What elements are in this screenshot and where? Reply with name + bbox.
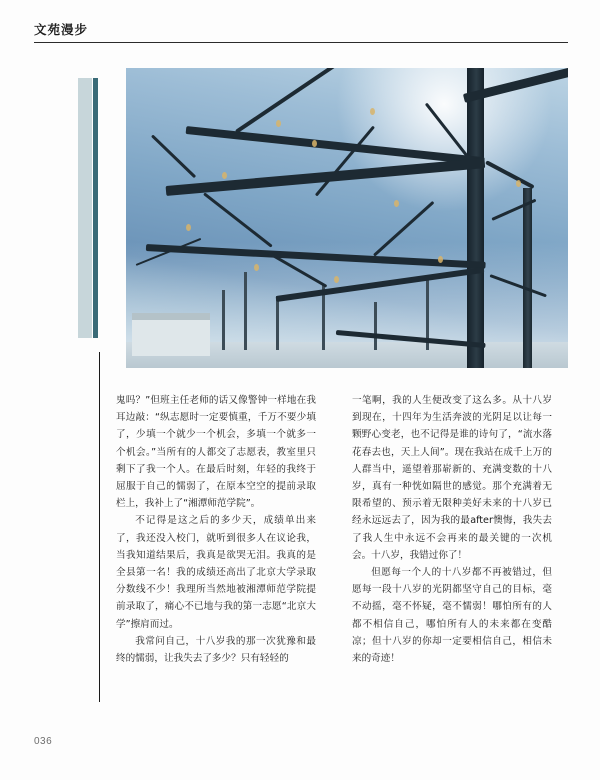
- decorative-bar-dark: [93, 78, 98, 338]
- photo-thin-tree: [222, 290, 225, 350]
- photo-thin-tree: [244, 272, 247, 350]
- photo-leaf: [186, 224, 191, 231]
- photo-leaf: [312, 140, 317, 147]
- photo-leaf: [516, 180, 521, 187]
- article-photo: [126, 68, 568, 368]
- decorative-bar-light: [78, 78, 92, 338]
- page-header: [0, 0, 600, 46]
- paragraph: 鬼吗？”但班主任老师的话又像警钟一样地在我耳边敲：“纵志愿时一定要慎重，千万不要少填了，少填一个就少一个机会，多填一个就多一个机会。”当所有的人都交了志愿表，教室里只剩下了我一个人。在最后时刻，年轻的我终于屈服于自己的懦弱了，在原本空空的提前录取栏上，我补上了“湘潭师范学院”。: [116, 395, 316, 510]
- header-divider: [34, 42, 568, 43]
- paragraph: 但愿每一个人的十八岁都不再被错过，但愿每一段十八岁的光阴都坚守自己的目标，毫不动摇，毫不怀疑，毫不懦弱！哪怕所有的人都不相信自己，哪怕所有人的未来都在变酷凉；但十八岁的你却一定要相信自己，相信未来的奇迹！: [352, 567, 552, 665]
- photo-tree-trunk-secondary: [523, 188, 532, 368]
- photo-thin-tree: [276, 296, 279, 350]
- section-title: 文苑漫步: [34, 22, 89, 37]
- photo-leaf: [334, 276, 339, 283]
- photo-house: [132, 313, 210, 356]
- photo-tree-trunk: [467, 68, 484, 368]
- decorative-vertical-rule: [99, 352, 100, 702]
- photo-leaf: [254, 264, 259, 271]
- photo-thin-tree: [374, 302, 377, 350]
- body-text-column-right: [352, 392, 552, 667]
- photo-leaf: [222, 172, 227, 179]
- photo-leaf: [394, 200, 399, 207]
- paragraph: 不记得是这之后的多少天，成绩单出来了，我还没入校门，就听到很多人在议论我，当我知道结果后，我真是欲哭无泪。我真的是全县第一名！我的成绩还高出了北京大学录取分数线不少！我理所当然地被湘潭师范学院提前录取了，痛心不已地与我的第一志愿“北京大学”擦肩而过。: [116, 515, 316, 630]
- paragraph: 一笔啊，我的人生便改变了这么多。从十八岁到现在，十四年为生活奔波的光阴足以让每一颗野心变老，也不记得是谁的诗句了，“流水落花春去也，天上人间”。现在我站在成千上万的人群当中，遥望着那崭新的、充满变数的十八岁，真有一种恍如隔世的感觉。那个充满着无限希望的、预示着无限种美好未来的十八岁已经永远远去了，因为我的最after懊悔，我失去了我人生中永远不会再来的最关键的一次机会。十八岁，我错过你了！: [352, 395, 552, 561]
- photo-leaf: [438, 256, 443, 263]
- photo-leaf: [370, 108, 375, 115]
- paragraph: 我常问自己，十八岁我的那一次犹豫和最终的懦弱，让我失去了多少？只有轻轻的: [116, 635, 316, 665]
- photo-leaf: [276, 120, 281, 127]
- body-text-column-left: [116, 392, 316, 667]
- page-number: 036: [34, 736, 53, 747]
